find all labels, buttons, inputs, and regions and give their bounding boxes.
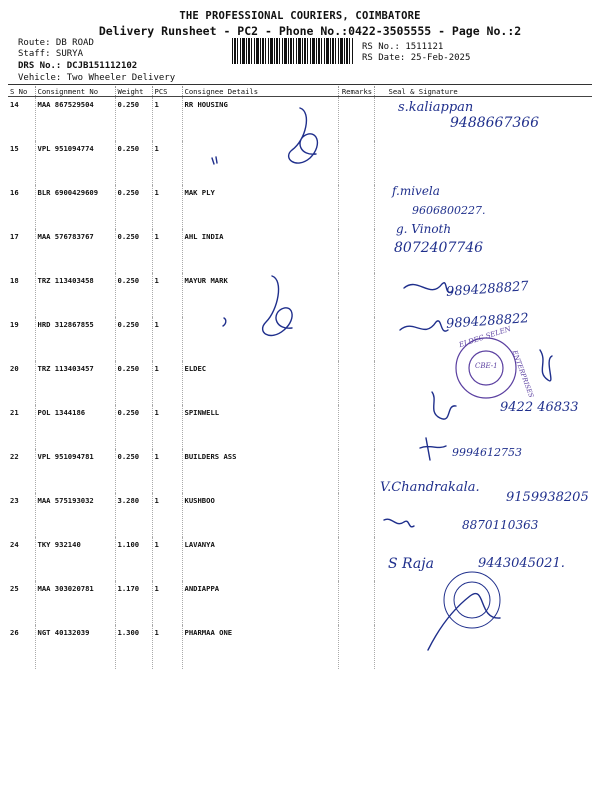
cell-sno: 22 (8, 449, 35, 493)
signature-phone-17: 8072407746 (394, 240, 484, 256)
cell-remarks (338, 361, 374, 405)
cell-weight: 0.250 (115, 449, 152, 493)
cell-weight: 1.170 (115, 581, 152, 625)
table-row (8, 229, 592, 273)
cell-remarks (338, 405, 374, 449)
signature-name-25: S Raja (388, 556, 434, 572)
cell-consignment: MAA 576783767 (35, 229, 115, 273)
cell-weight: 1.300 (115, 625, 152, 669)
cell-remarks (338, 229, 374, 273)
signature-name-14: s.kaliappan (398, 100, 474, 115)
cell-consignment: TKY 932140 (35, 537, 115, 581)
col-seal-signature: Seal & Signature (374, 86, 592, 97)
cell-remarks (338, 449, 374, 493)
table-header-row (8, 86, 592, 97)
cell-consignment: BLR 6900429609 (35, 185, 115, 229)
cell-consignment: VPL 951094781 (35, 449, 115, 493)
rs-date: RS Date: 25-Feb-2025 (362, 53, 471, 63)
cell-pcs: 1 (152, 405, 182, 449)
cell-consignment: MAA 867529504 (35, 97, 115, 142)
cell-consignment: NGT 40132039 (35, 625, 115, 669)
cell-pcs: 1 (152, 449, 182, 493)
cell-remarks (338, 317, 374, 361)
signature-phone-14: 9488667366 (450, 115, 540, 131)
cell-pcs: 1 (152, 273, 182, 317)
cell-pcs: 1 (152, 97, 182, 142)
cell-sno: 21 (8, 405, 35, 449)
cell-consignee (182, 141, 338, 185)
cell-consignee: MAK PLY (182, 185, 338, 229)
cell-remarks (338, 273, 374, 317)
table-row (8, 185, 592, 229)
cell-weight: 0.250 (115, 405, 152, 449)
signature-phone-18: 9894288827 (445, 279, 530, 300)
vehicle-label: Vehicle: Two Wheeler Delivery (18, 73, 176, 83)
cell-sno: 20 (8, 361, 35, 405)
cell-weight: 0.250 (115, 361, 152, 405)
cell-remarks (338, 185, 374, 229)
cell-consignee: KUSHBOO (182, 493, 338, 537)
cell-pcs: 1 (152, 185, 182, 229)
cell-weight: 0.250 (115, 97, 152, 142)
col-pcs: PCS (152, 86, 182, 97)
col-remarks: Remarks (338, 86, 374, 97)
cell-sno: 26 (8, 625, 35, 669)
cell-consignment: MAA 303020781 (35, 581, 115, 625)
signature-phone-24: 8870110363 (462, 518, 539, 532)
col-weight: Weight (115, 86, 152, 97)
cell-sno: 16 (8, 185, 35, 229)
cell-weight: 0.250 (115, 229, 152, 273)
signature-phone-16: 9606800227. (412, 204, 486, 217)
cell-weight: 1.100 (115, 537, 152, 581)
signature-name-16: f.mivela (392, 184, 440, 198)
barcode (232, 38, 354, 64)
cell-weight: 0.250 (115, 141, 152, 185)
cell-pcs: 1 (152, 229, 182, 273)
cell-weight: 0.250 (115, 185, 152, 229)
cell-sno: 15 (8, 141, 35, 185)
cell-sno: 14 (8, 97, 35, 142)
stamp-text-center: CBE-1 (475, 362, 498, 370)
cell-pcs: 1 (152, 581, 182, 625)
cell-consignee: MAYUR MARK (182, 273, 338, 317)
signature-phone-23: 9159938205 (506, 490, 589, 505)
cell-consignee (182, 317, 338, 361)
cell-pcs: 1 (152, 361, 182, 405)
table-row (8, 141, 592, 185)
cell-pcs: 1 (152, 493, 182, 537)
cell-consignee: ANDIAPPA (182, 581, 338, 625)
cell-consignment: TRZ 113403457 (35, 361, 115, 405)
cell-pcs: 1 (152, 625, 182, 669)
header-rule (8, 84, 592, 85)
table-row (8, 625, 592, 669)
signature-name-23: V.Chandrakala. (380, 480, 480, 495)
cell-remarks (338, 581, 374, 625)
signature-phone-19: 9894288822 (445, 311, 530, 332)
cell-remarks (338, 625, 374, 669)
cell-remarks (338, 493, 374, 537)
cell-consignment: HRD 312867855 (35, 317, 115, 361)
cell-pcs: 1 (152, 537, 182, 581)
cell-remarks (338, 537, 374, 581)
cell-consignee: AHL INDIA (182, 229, 338, 273)
cell-weight: 0.250 (115, 273, 152, 317)
cell-sno: 23 (8, 493, 35, 537)
cell-weight: 3.280 (115, 493, 152, 537)
cell-consignee: RR HOUSING (182, 97, 338, 142)
cell-weight: 0.250 (115, 317, 152, 361)
rs-number: RS No.: 1511121 (362, 42, 444, 52)
cell-sno: 18 (8, 273, 35, 317)
col-sno: S No (8, 86, 35, 97)
runsheet-title: Delivery Runsheet - PC2 - Phone No.:0422-3505555 - Page No.:2 (98, 24, 522, 38)
cell-consignee: SPINWELL (182, 405, 338, 449)
signature-phone-25: 9443045021. (478, 556, 565, 571)
cell-sno: 17 (8, 229, 35, 273)
runsheet-table (8, 86, 592, 669)
cell-signature (374, 625, 592, 669)
cell-remarks (338, 141, 374, 185)
cell-consignee: LAVANYA (182, 537, 338, 581)
cell-signature (374, 141, 592, 185)
cell-consignee: BUILDERS ASS (182, 449, 338, 493)
col-consignee: Consignee Details (182, 86, 338, 97)
cell-consignee: PHARMAA ONE (182, 625, 338, 669)
cell-signature (374, 581, 592, 625)
cell-consignment: MAA 575193032 (35, 493, 115, 537)
cell-sno: 25 (8, 581, 35, 625)
cell-remarks (338, 97, 374, 142)
cell-consignment: TRZ 113403458 (35, 273, 115, 317)
route-label: Route: DB ROAD (18, 38, 94, 48)
stamp-text-top: ELDEC SELEN (458, 324, 512, 350)
cell-consignment: POL 1344186 (35, 405, 115, 449)
drs-number: DRS No.: DCJB151112102 (18, 61, 138, 71)
signature-name-17: g. Vinoth (396, 222, 452, 236)
cell-pcs: 1 (152, 141, 182, 185)
cell-consignment: VPL 951094774 (35, 141, 115, 185)
company-title: THE PROFESSIONAL COURIERS, COIMBATORE (179, 10, 421, 22)
stamp-text-right: ENTERPRISES (510, 349, 536, 399)
cell-sno: 19 (8, 317, 35, 361)
staff-label: Staff: SURYA (18, 49, 84, 59)
col-consignment: Consignment No (35, 86, 115, 97)
cell-pcs: 1 (152, 317, 182, 361)
signature-phone-22: 9994612753 (452, 446, 522, 459)
table-row (8, 581, 592, 625)
cell-consignee: ELDEC (182, 361, 338, 405)
table-row (8, 361, 592, 405)
cell-sno: 24 (8, 537, 35, 581)
signature-phone-21: 9422 46833 (500, 400, 579, 415)
